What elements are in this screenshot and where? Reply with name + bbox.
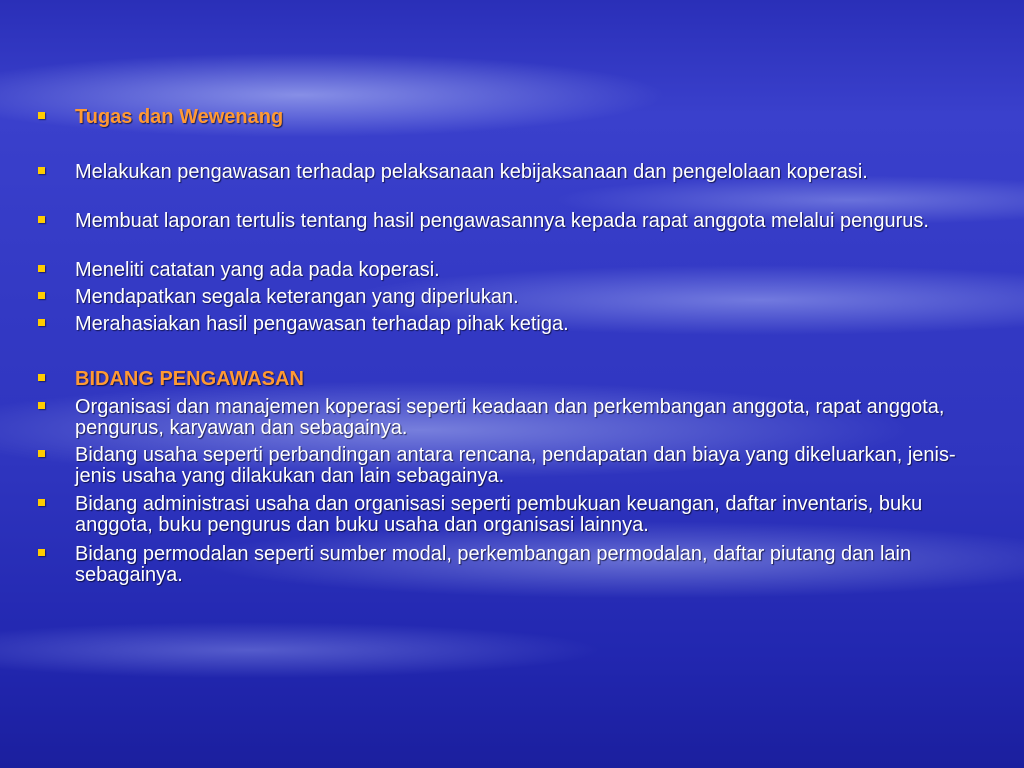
list-item-text: Merahasiakan hasil pengawasan terhadap pihak ketiga.: [75, 313, 569, 335]
square-bullet-icon: [38, 319, 45, 326]
square-bullet-icon: [38, 167, 45, 174]
list-item: [38, 445, 988, 487]
list-item-text: Membuat laporan tertulis tentang hasil pengawasannya kepada rapat anggota melalui pengurus.: [75, 210, 929, 232]
list-item: [38, 162, 988, 183]
section-heading-tugas: [38, 107, 988, 128]
square-bullet-icon: [38, 402, 45, 409]
square-bullet-icon: [38, 112, 45, 119]
list-item: [38, 260, 988, 281]
list-item: [38, 544, 988, 586]
section-heading-text: Tugas dan Wewenang: [75, 106, 284, 128]
square-bullet-icon: [38, 549, 45, 556]
square-bullet-icon: [38, 499, 45, 506]
square-bullet-icon: [38, 265, 45, 272]
section-heading-text: BIDANG PENGAWASAN: [75, 368, 304, 390]
list-item-text: Bidang usaha seperti perbandingan antara rencana, pendapatan dan biaya yang dikeluarkan, jenis-jenis usaha yang dilakukan dan lain sebagainya.: [75, 444, 956, 487]
list-item-text: Organisasi dan manajemen koperasi seperti keadaan dan perkembangan anggota, rapat anggota, pengurus, karyawan dan sebagainya.: [75, 396, 945, 439]
list-item: [38, 211, 988, 232]
list-item-text: Bidang administrasi usaha dan organisasi seperti pembukuan keuangan, daftar inventaris, buku anggota, buku pengurus dan buku usaha dan organisasi lainnya.: [75, 493, 923, 536]
list-item-text: Mendapatkan segala keterangan yang diperlukan.: [75, 286, 519, 308]
list-item-text: Meneliti catatan yang ada pada koperasi.: [75, 259, 440, 281]
list-item: [38, 314, 988, 335]
list-item-text: Melakukan pengawasan terhadap pelaksanaan kebijaksanaan dan pengelolaan koperasi.: [75, 161, 868, 183]
section-heading-bidang-pengawasan: [38, 369, 988, 390]
list-item: [38, 397, 988, 439]
list-item: [38, 287, 988, 308]
square-bullet-icon: [38, 450, 45, 457]
list-item-text: Bidang permodalan seperti sumber modal, perkembangan permodalan, daftar piutang dan lain sebagainya.: [75, 543, 912, 586]
square-bullet-icon: [38, 374, 45, 381]
square-bullet-icon: [38, 216, 45, 223]
list-item: [38, 494, 988, 536]
square-bullet-icon: [38, 292, 45, 299]
